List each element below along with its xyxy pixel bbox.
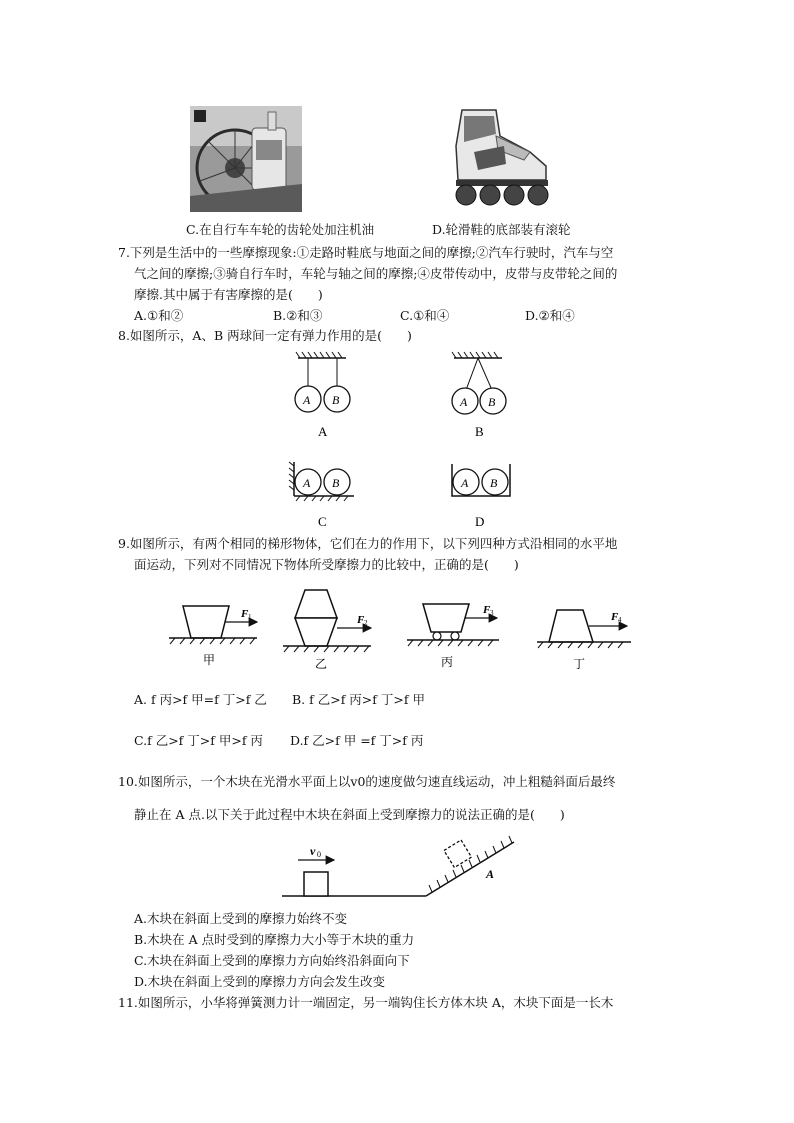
q8-label-c: C bbox=[318, 514, 327, 529]
q8-fig-b bbox=[452, 352, 506, 414]
q8-b-ball-a: A bbox=[460, 395, 468, 409]
q8-fig-c bbox=[289, 462, 354, 501]
q9-force-3-sub: 3 bbox=[490, 609, 494, 617]
q9-line1: 9.如图所示，有两个相同的梯形物体，它们在力的作用下，以下列四种方式沿相同的水平地 bbox=[118, 536, 618, 551]
q9-fig-yi bbox=[283, 590, 371, 671]
q7-line2: 气之间的摩擦;③骑自行车时，车轮与轴之间的摩擦;④皮带传动中，皮带与皮带轮之间的 bbox=[134, 266, 618, 281]
q9-fig-bing bbox=[407, 604, 499, 669]
q8-fig-d bbox=[452, 464, 510, 496]
q8-a-ball-a: A bbox=[303, 393, 311, 407]
q9-label-ding: 丁 bbox=[573, 657, 586, 671]
q9-option-c: C.f 乙>f 丁>f 甲>f 丙 bbox=[134, 733, 263, 748]
q8-stem: 8.如图所示，A、B 两球间一定有弹力作用的是( ) bbox=[118, 328, 412, 343]
q9-force-1-sub: 1 bbox=[248, 613, 252, 621]
q10-v-sub: 0 bbox=[317, 850, 321, 859]
q7-line1: 7.下列是生活中的一些摩擦现象:①走路时鞋底与地面之间的摩擦;②汽车行驶时，汽车与空 bbox=[118, 245, 614, 260]
roller-skate-photo bbox=[434, 106, 560, 208]
q9-option-a: A. f 丙>f 甲=f 丁>f 乙 bbox=[134, 692, 267, 707]
q8-a-ball-b: B bbox=[332, 393, 340, 407]
photo-c-caption: C.在自行车车轮的齿轮处加注机油 bbox=[186, 222, 375, 237]
q11-line1: 11.如图所示，小华将弹簧测力计一端固定，另一端钩住长方体木块 A，木块下面是一长木 bbox=[118, 995, 614, 1010]
q7-option-a: A.①和② bbox=[134, 308, 184, 323]
q9-fig-ding bbox=[537, 610, 631, 671]
q9-fig-jia bbox=[169, 606, 257, 667]
q9-force-2-letter: F bbox=[357, 614, 365, 626]
q8-label-a: A bbox=[318, 424, 328, 439]
q7-option-c: C.①和④ bbox=[400, 308, 450, 323]
q8-c-ball-b: B bbox=[332, 476, 340, 490]
q7-option-b: B.②和③ bbox=[273, 308, 323, 323]
q9-force-4-letter: F bbox=[611, 611, 619, 623]
q9-figure bbox=[165, 588, 665, 672]
photo-d-caption: D.轮滑鞋的底部装有滚轮 bbox=[432, 222, 571, 237]
q7-line3: 摩擦.其中属于有害摩擦的是( ) bbox=[134, 287, 323, 302]
q10-v-letter: v bbox=[310, 844, 316, 858]
q9-label-jia: 甲 bbox=[203, 653, 216, 667]
bicycle-gear-photo bbox=[190, 106, 302, 212]
q9-force-1-letter: F bbox=[241, 608, 249, 620]
q8-fig-a bbox=[295, 352, 350, 412]
q9-option-b: B. f 乙>f 丙>f 丁>f 甲 bbox=[292, 692, 425, 707]
q9-label-bing: 丙 bbox=[441, 655, 454, 669]
q8-figure bbox=[280, 350, 520, 530]
q8-d-ball-b: B bbox=[490, 476, 498, 490]
q7-option-d: D.②和④ bbox=[525, 308, 575, 323]
q10-option-d: D.木块在斜面上受到的摩擦力方向会发生改变 bbox=[134, 974, 386, 989]
q8-label-d: D bbox=[475, 514, 485, 529]
q10-option-c: C.木块在斜面上受到的摩擦力方向始终沿斜面向下 bbox=[134, 953, 410, 968]
q10-point-a: A bbox=[486, 867, 495, 881]
q9-force-2-sub: 2 bbox=[364, 619, 368, 627]
q9-force-4-sub: 4 bbox=[618, 616, 622, 624]
q9-label-yi: 乙 bbox=[315, 657, 328, 671]
q8-b-ball-b: B bbox=[488, 395, 496, 409]
q8-label-b: B bbox=[475, 424, 484, 439]
q10-line1: 10.如图所示，一个木块在光滑水平面上以v0的速度做匀速直线运动，冲上粗糙斜面后最终 bbox=[118, 774, 616, 789]
q10-figure bbox=[282, 834, 522, 906]
q8-d-ball-a: A bbox=[461, 476, 469, 490]
q9-option-d: D.f 乙>f 甲 =f 丁>f 丙 bbox=[290, 733, 424, 748]
q10-option-a: A.木块在斜面上受到的摩擦力始终不变 bbox=[134, 911, 348, 926]
q8-c-ball-a: A bbox=[303, 476, 311, 490]
q10-line2: 静止在 A 点.以下关于此过程中木块在斜面上受到摩擦力的说法正确的是( ) bbox=[134, 807, 565, 822]
q9-line2: 面运动，下列对不同情况下物体所受摩擦力的比较中，正确的是( ) bbox=[134, 557, 519, 572]
q9-force-3-letter: F bbox=[483, 604, 491, 616]
q10-option-b: B.木块在 A 点时受到的摩擦力大小等于木块的重力 bbox=[134, 932, 415, 947]
